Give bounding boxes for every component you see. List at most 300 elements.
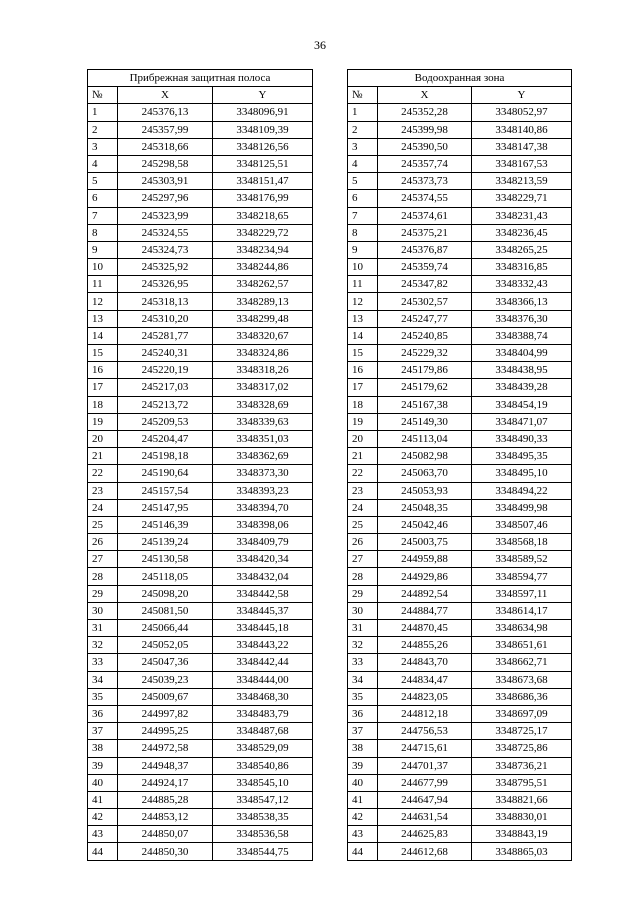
cell-number: 5 (88, 173, 118, 190)
table-title: Водоохранная зона (348, 70, 572, 87)
cell-x: 245347,82 (378, 276, 472, 293)
cell-x: 245179,62 (378, 379, 472, 396)
cell-y: 3348151,47 (213, 173, 313, 190)
table-row (348, 241, 572, 258)
cell-number: 5 (348, 173, 378, 190)
cell-number: 1 (348, 104, 378, 121)
cell-x: 245298,58 (118, 155, 213, 172)
cell-number: 23 (88, 482, 118, 499)
cell-y: 3348126,56 (213, 138, 313, 155)
table-row (348, 534, 572, 551)
cell-x: 245318,66 (118, 138, 213, 155)
table-row (88, 516, 313, 533)
cell-x: 245352,28 (378, 104, 472, 121)
cell-y: 3348373,30 (213, 465, 313, 482)
table-row (348, 568, 572, 585)
table-row (88, 637, 313, 654)
cell-x: 244885,28 (118, 791, 213, 808)
cell-x: 245325,92 (118, 259, 213, 276)
cell-x: 244625,83 (378, 826, 472, 843)
cell-x: 245157,54 (118, 482, 213, 499)
table-title: Прибрежная защитная полоса (88, 70, 313, 87)
column-header-y: Y (472, 87, 572, 104)
cell-y: 3348234,94 (213, 241, 313, 258)
column-header-number: № (88, 87, 118, 104)
cell-number: 25 (348, 516, 378, 533)
cell-number: 38 (348, 740, 378, 757)
cell-y: 3348483,79 (213, 705, 313, 722)
cell-x: 244812,18 (378, 705, 472, 722)
column-header-number: № (348, 87, 378, 104)
cell-x: 245042,46 (378, 516, 472, 533)
cell-y: 3348536,58 (213, 826, 313, 843)
cell-y: 3348725,86 (472, 740, 572, 757)
cell-x: 245146,39 (118, 516, 213, 533)
cell-x: 245303,91 (118, 173, 213, 190)
cell-x: 244924,17 (118, 774, 213, 791)
cell-y: 3348316,85 (472, 259, 572, 276)
table-row (88, 465, 313, 482)
cell-y: 3348432,04 (213, 568, 313, 585)
cell-y: 3348634,98 (472, 620, 572, 637)
cell-number: 20 (348, 430, 378, 447)
table-row (88, 671, 313, 688)
table-row (348, 121, 572, 138)
table-row (88, 774, 313, 791)
cell-x: 245139,24 (118, 534, 213, 551)
cell-x: 245167,38 (378, 396, 472, 413)
table-row (88, 138, 313, 155)
cell-number: 21 (348, 448, 378, 465)
cell-y: 3348109,39 (213, 121, 313, 138)
table-row (88, 379, 313, 396)
cell-y: 3348468,30 (213, 688, 313, 705)
table-row (88, 448, 313, 465)
table-row (348, 327, 572, 344)
cell-number: 23 (348, 482, 378, 499)
cell-y: 3348324,86 (213, 345, 313, 362)
cell-y: 3348404,99 (472, 345, 572, 362)
cell-y: 3348830,01 (472, 809, 572, 826)
table-header-row (88, 87, 313, 104)
cell-x: 244892,54 (378, 585, 472, 602)
cell-number: 43 (88, 826, 118, 843)
cell-number: 36 (88, 705, 118, 722)
cell-y: 3348445,18 (213, 620, 313, 637)
cell-number: 25 (88, 516, 118, 533)
cell-number: 3 (348, 138, 378, 155)
cell-number: 14 (348, 327, 378, 344)
cell-x: 245190,64 (118, 465, 213, 482)
table-row (88, 241, 313, 258)
cell-y: 3348147,38 (472, 138, 572, 155)
cell-number: 34 (88, 671, 118, 688)
cell-number: 26 (88, 534, 118, 551)
cell-x: 245003,75 (378, 534, 472, 551)
cell-number: 13 (348, 310, 378, 327)
cell-y: 3348529,09 (213, 740, 313, 757)
cell-x: 245098,20 (118, 585, 213, 602)
table-row (348, 482, 572, 499)
cell-x: 245147,95 (118, 499, 213, 516)
cell-x: 245376,13 (118, 104, 213, 121)
cell-number: 11 (348, 276, 378, 293)
cell-x: 244959,88 (378, 551, 472, 568)
table-row (348, 602, 572, 619)
cell-number: 27 (88, 551, 118, 568)
table-body (348, 104, 572, 860)
table-row (348, 430, 572, 447)
cell-x: 245081,50 (118, 602, 213, 619)
cell-x: 245009,67 (118, 688, 213, 705)
table-row (88, 155, 313, 172)
cell-x: 245082,98 (378, 448, 472, 465)
table-row (348, 259, 572, 276)
cell-y: 3348495,35 (472, 448, 572, 465)
cell-y: 3348651,61 (472, 637, 572, 654)
table-row (348, 705, 572, 722)
cell-y: 3348597,11 (472, 585, 572, 602)
cell-y: 3348442,44 (213, 654, 313, 671)
table-row (88, 843, 313, 860)
table-row (348, 637, 572, 654)
cell-y: 3348236,45 (472, 224, 572, 241)
table-row (348, 224, 572, 241)
cell-y: 3348736,21 (472, 757, 572, 774)
cell-y: 3348594,77 (472, 568, 572, 585)
cell-number: 11 (88, 276, 118, 293)
cell-number: 4 (348, 155, 378, 172)
cell-y: 3348865,03 (472, 843, 572, 860)
cell-x: 245048,35 (378, 499, 472, 516)
cell-x: 244834,47 (378, 671, 472, 688)
cell-number: 2 (88, 121, 118, 138)
cell-x: 244995,25 (118, 723, 213, 740)
cell-y: 3348318,26 (213, 362, 313, 379)
cell-y: 3348394,70 (213, 499, 313, 516)
table-row (348, 688, 572, 705)
table-row (348, 413, 572, 430)
cell-x: 244715,61 (378, 740, 472, 757)
cell-number: 40 (348, 774, 378, 791)
cell-y: 3348320,67 (213, 327, 313, 344)
table-row (88, 327, 313, 344)
cell-y: 3348339,63 (213, 413, 313, 430)
cell-x: 245310,20 (118, 310, 213, 327)
cell-number: 27 (348, 551, 378, 568)
table-row (348, 448, 572, 465)
cell-number: 28 (88, 568, 118, 585)
cell-number: 29 (88, 585, 118, 602)
cell-number: 34 (348, 671, 378, 688)
table-row (88, 791, 313, 808)
cell-y: 3348289,13 (213, 293, 313, 310)
cell-y: 3348317,02 (213, 379, 313, 396)
table-row (88, 688, 313, 705)
cell-x: 244756,53 (378, 723, 472, 740)
table-row (88, 310, 313, 327)
cell-y: 3348176,99 (213, 190, 313, 207)
cell-y: 3348614,17 (472, 602, 572, 619)
cell-x: 245399,98 (378, 121, 472, 138)
cell-y: 3348487,68 (213, 723, 313, 740)
cell-x: 244884,77 (378, 602, 472, 619)
cell-y: 3348662,71 (472, 654, 572, 671)
cell-y: 3348332,43 (472, 276, 572, 293)
table-body (88, 104, 313, 860)
table-row (348, 293, 572, 310)
table-row (348, 774, 572, 791)
cell-number: 9 (348, 241, 378, 258)
table-row (348, 723, 572, 740)
cell-number: 7 (348, 207, 378, 224)
cell-y: 3348686,36 (472, 688, 572, 705)
cell-x: 244850,07 (118, 826, 213, 843)
cell-y: 3348229,71 (472, 190, 572, 207)
table-row (88, 585, 313, 602)
cell-x: 245240,85 (378, 327, 472, 344)
table-row (88, 430, 313, 447)
cell-y: 3348499,98 (472, 499, 572, 516)
cell-number: 3 (88, 138, 118, 155)
cell-x: 245149,30 (378, 413, 472, 430)
cell-x: 245326,95 (118, 276, 213, 293)
table-row (88, 809, 313, 826)
table-header-row (348, 87, 572, 104)
cell-number: 1 (88, 104, 118, 121)
table-row (88, 723, 313, 740)
cell-y: 3348438,95 (472, 362, 572, 379)
cell-number: 18 (88, 396, 118, 413)
cell-y: 3348388,74 (472, 327, 572, 344)
cell-number: 29 (348, 585, 378, 602)
cell-x: 244677,99 (378, 774, 472, 791)
table-row (88, 190, 313, 207)
cell-x: 244647,94 (378, 791, 472, 808)
cell-number: 22 (348, 465, 378, 482)
cell-y: 3348125,51 (213, 155, 313, 172)
table-row (88, 757, 313, 774)
cell-number: 6 (88, 190, 118, 207)
table-row (348, 190, 572, 207)
cell-number: 24 (88, 499, 118, 516)
table-row (348, 826, 572, 843)
cell-number: 41 (348, 791, 378, 808)
cell-x: 244972,58 (118, 740, 213, 757)
cell-number: 4 (88, 155, 118, 172)
table-row (88, 705, 313, 722)
table-row (88, 534, 313, 551)
table-row (88, 482, 313, 499)
cell-x: 245357,99 (118, 121, 213, 138)
cell-x: 245323,99 (118, 207, 213, 224)
cell-number: 19 (88, 413, 118, 430)
cell-y: 3348376,30 (472, 310, 572, 327)
cell-x: 245374,55 (378, 190, 472, 207)
column-header-x: X (118, 87, 213, 104)
table-row (348, 551, 572, 568)
cell-x: 245179,86 (378, 362, 472, 379)
table-row (88, 826, 313, 843)
cell-x: 245118,05 (118, 568, 213, 585)
table-row (88, 104, 313, 121)
cell-y: 3348420,34 (213, 551, 313, 568)
cell-number: 39 (348, 757, 378, 774)
cell-x: 245198,18 (118, 448, 213, 465)
cell-x: 244870,45 (378, 620, 472, 637)
cell-x: 244612,68 (378, 843, 472, 860)
page-number: 36 (314, 38, 326, 52)
cell-number: 35 (88, 688, 118, 705)
cell-x: 245357,74 (378, 155, 472, 172)
cell-x: 244701,37 (378, 757, 472, 774)
cell-y: 3348265,25 (472, 241, 572, 258)
cell-y: 3348445,37 (213, 602, 313, 619)
cell-y: 3348409,79 (213, 534, 313, 551)
cell-y: 3348471,07 (472, 413, 572, 430)
cell-y: 3348538,35 (213, 809, 313, 826)
table-row (88, 224, 313, 241)
cell-number: 35 (348, 688, 378, 705)
cell-x: 244631,54 (378, 809, 472, 826)
table-row (348, 740, 572, 757)
cell-x: 245047,36 (118, 654, 213, 671)
cell-number: 15 (348, 345, 378, 362)
cell-number: 32 (348, 637, 378, 654)
cell-y: 3348167,53 (472, 155, 572, 172)
cell-x: 245375,21 (378, 224, 472, 241)
table-row (348, 671, 572, 688)
cell-y: 3348140,86 (472, 121, 572, 138)
cell-x: 244855,26 (378, 637, 472, 654)
table-row (348, 276, 572, 293)
table-row (348, 345, 572, 362)
cell-number: 26 (348, 534, 378, 551)
table-row (88, 620, 313, 637)
table-row (348, 379, 572, 396)
cell-number: 2 (348, 121, 378, 138)
cell-number: 15 (88, 345, 118, 362)
cell-y: 3348362,69 (213, 448, 313, 465)
cell-number: 12 (348, 293, 378, 310)
cell-y: 3348544,75 (213, 843, 313, 860)
cell-number: 8 (88, 224, 118, 241)
cell-y: 3348495,10 (472, 465, 572, 482)
table-row (88, 396, 313, 413)
cell-x: 245066,44 (118, 620, 213, 637)
cell-x: 245229,32 (378, 345, 472, 362)
cell-number: 39 (88, 757, 118, 774)
cell-y: 3348218,65 (213, 207, 313, 224)
cell-x: 245318,13 (118, 293, 213, 310)
table-row (88, 259, 313, 276)
cell-number: 7 (88, 207, 118, 224)
cell-y: 3348439,28 (472, 379, 572, 396)
cell-number: 8 (348, 224, 378, 241)
cell-number: 17 (348, 379, 378, 396)
cell-y: 3348244,86 (213, 259, 313, 276)
cell-number: 12 (88, 293, 118, 310)
cell-number: 17 (88, 379, 118, 396)
cell-x: 244823,05 (378, 688, 472, 705)
table-row (88, 207, 313, 224)
cell-number: 44 (88, 843, 118, 860)
cell-number: 14 (88, 327, 118, 344)
cell-x: 244853,12 (118, 809, 213, 826)
cell-number: 10 (348, 259, 378, 276)
cell-x: 244997,82 (118, 705, 213, 722)
cell-y: 3348398,06 (213, 516, 313, 533)
cell-x: 245039,23 (118, 671, 213, 688)
table-row (348, 809, 572, 826)
cell-number: 10 (88, 259, 118, 276)
cell-y: 3348262,57 (213, 276, 313, 293)
table-row (348, 585, 572, 602)
table-row (348, 310, 572, 327)
cell-y: 3348052,97 (472, 104, 572, 121)
cell-x: 245374,61 (378, 207, 472, 224)
cell-x: 244948,37 (118, 757, 213, 774)
cell-x: 244850,30 (118, 843, 213, 860)
cell-x: 245204,47 (118, 430, 213, 447)
cell-number: 22 (88, 465, 118, 482)
cell-y: 3348507,46 (472, 516, 572, 533)
column-header-y: Y (213, 87, 313, 104)
cell-x: 244929,86 (378, 568, 472, 585)
cell-number: 16 (348, 362, 378, 379)
table-row (348, 843, 572, 860)
table-row (348, 173, 572, 190)
cell-y: 3348393,23 (213, 482, 313, 499)
cell-y: 3348229,72 (213, 224, 313, 241)
cell-x: 245240,31 (118, 345, 213, 362)
cell-number: 6 (348, 190, 378, 207)
table-row (348, 791, 572, 808)
cell-number: 44 (348, 843, 378, 860)
table-row (348, 207, 572, 224)
cell-y: 3348547,12 (213, 791, 313, 808)
cell-x: 245217,03 (118, 379, 213, 396)
cell-number: 33 (348, 654, 378, 671)
cell-x: 245130,58 (118, 551, 213, 568)
table-row (88, 345, 313, 362)
cell-y: 3348096,91 (213, 104, 313, 121)
cell-x: 245063,70 (378, 465, 472, 482)
cell-number: 9 (88, 241, 118, 258)
table-row (88, 362, 313, 379)
cell-number: 30 (88, 602, 118, 619)
cell-y: 3348821,66 (472, 791, 572, 808)
cell-number: 18 (348, 396, 378, 413)
table-row (88, 551, 313, 568)
cell-x: 245213,72 (118, 396, 213, 413)
table-row (348, 465, 572, 482)
cell-y: 3348231,43 (472, 207, 572, 224)
cell-x: 245324,55 (118, 224, 213, 241)
cell-number: 30 (348, 602, 378, 619)
coastal-protective-strip-table (87, 69, 313, 861)
cell-x: 245247,77 (378, 310, 472, 327)
cell-x: 245359,74 (378, 259, 472, 276)
table-row (88, 568, 313, 585)
cell-number: 32 (88, 637, 118, 654)
table-row (88, 602, 313, 619)
table-row (88, 293, 313, 310)
table-row (88, 654, 313, 671)
cell-number: 20 (88, 430, 118, 447)
cell-x: 245220,19 (118, 362, 213, 379)
table-row (88, 276, 313, 293)
